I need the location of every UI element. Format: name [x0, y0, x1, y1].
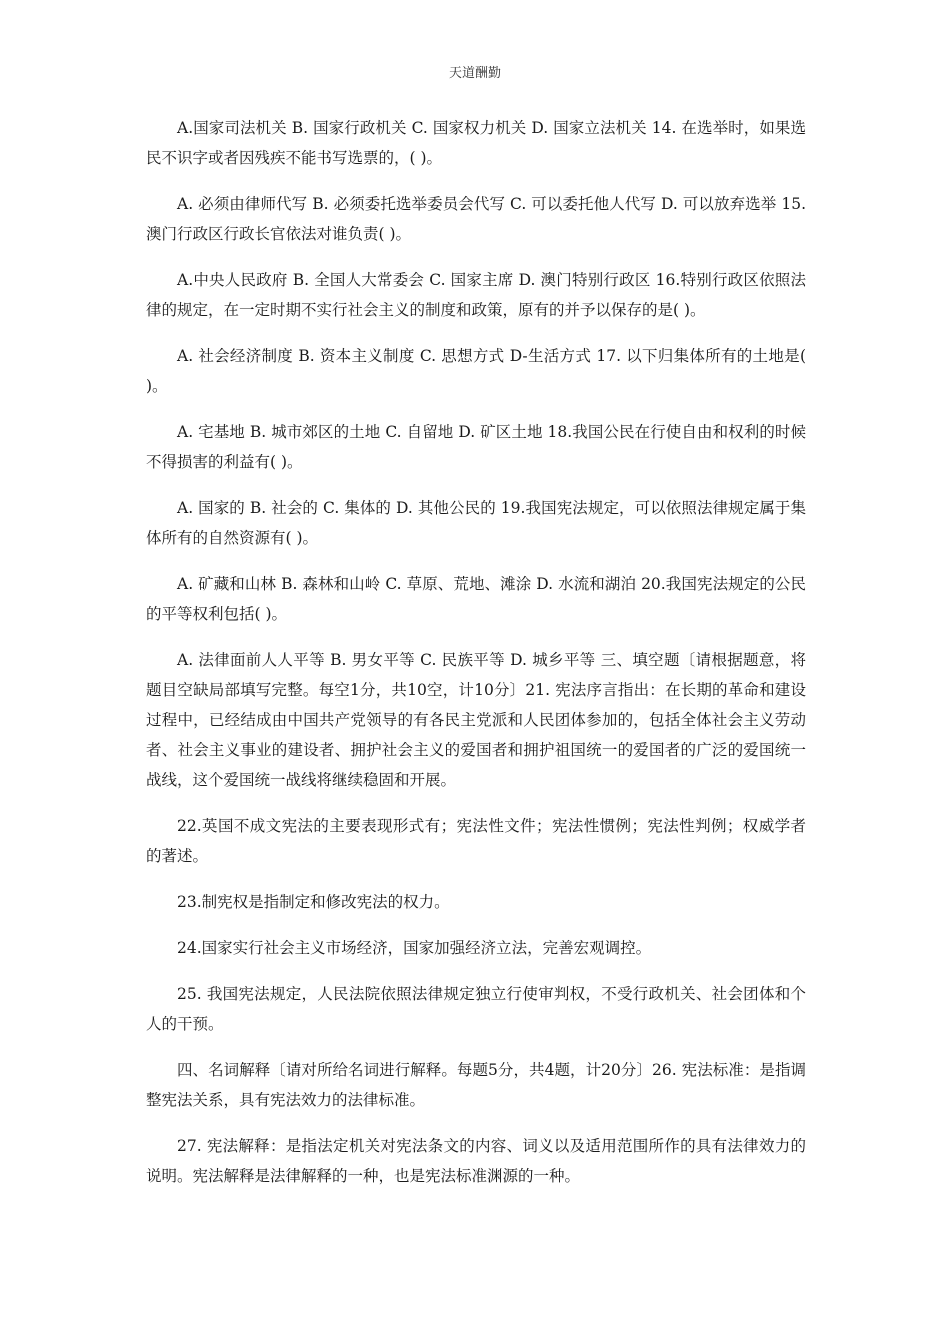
- paragraph-options-q19-q20: A. 矿藏和山林 B. 森林和山岭 C. 草原、荒地、滩涂 D. 水流和湖泊 20.我国宪法规定的公民的平等权利包括( )。: [146, 575, 806, 623]
- paragraph-options-q14-q15: A. 必须由律师代写 B. 必须委托选举委员会代写 C. 可以委托他人代写 D. 可以放弃选举 15. 澳门行政区行政长官依法对谁负责( )。: [146, 195, 806, 243]
- paragraph-q23: 23.制宪权是指制定和修改宪法的权力。: [177, 893, 450, 911]
- paragraph-q22: 22.英国不成文宪法的主要表现形式有；宪法性文件；宪法性惯例；宪法性判例；权威学者的著述。: [146, 817, 806, 865]
- paragraph-options-q18-q19: A. 国家的 B. 社会的 C. 集体的 D. 其他公民的 19.我国宪法规定，可以依照法律规定属于集体所有的自然资源有( )。: [146, 499, 806, 547]
- page-header: 天道酬勤: [448, 66, 501, 81]
- paragraph-q27: 27. 宪法解释：是指法定机关对宪法条文的内容、词义以及适用范围所作的具有法律效力的说明。宪法解释是法律解释的一种，也是宪法标准渊源的一种。: [146, 1137, 806, 1185]
- paragraph-q25: 25. 我国宪法规定，人民法院依照法律规定独立行使审判权，不受行政机关、社会团体和个人的干预。: [146, 985, 806, 1033]
- paragraph-options-q16-q17: A. 社会经济制度 B. 资本主义制度 C. 思想方式 D-生活方式 17. 以下归集体所有的土地是( )。: [146, 347, 806, 395]
- paragraph-q24: 24.国家实行社会主义市场经济，国家加强经济立法，完善宏观调控。: [177, 939, 652, 957]
- paragraph-options-q15-q16: A.中央人民政府 B. 全国人大常委会 C. 国家主席 D. 澳门特别行政区 16.特别行政区依照法律的规定，在一定时期不实行社会主义的制度和政策，原有的并予以保存的是( )。: [146, 271, 806, 319]
- document-body: [146, 113, 806, 1207]
- paragraph-options-q17-q18: A. 宅基地 B. 城市郊区的土地 C. 自留地 D. 矿区土地 18.我国公民在行使自由和权利的时候不得损害的利益有( )。: [146, 423, 806, 471]
- paragraph-term-section-q26: 四、名词解释〔请对所给名词进行解释。每题5分，共4题，计20分〕26. 宪法标准：是指调整宪法关系，具有宪法效力的法律标准。: [146, 1061, 806, 1109]
- paragraph-fill-in-section-q21: A. 法律面前人人平等 B. 男女平等 C. 民族平等 D. 城乡平等 三、填空题〔请根据题意，将题目空缺局部填写完整。每空1分，共10空，计10分〕21. 宪法序言指出：在长期的革命和建设过程中，已经结成由中国共产党领导的有各民主党派和人民团体参加的，包括全体社会主义劳动者、社会主义事业的建设者、拥护社会主义的爱国者和拥护祖国统一的爱国者的广泛的爱国统一战线，这个爱国统一战线将继续稳固和开展。: [146, 651, 806, 789]
- paragraph-options-q13-q14: A.国家司法机关 B. 国家行政机关 C. 国家权力机关 D. 国家立法机关 14. 在选举时，如果选民不识字或者因残疾不能书写选票的，( )。: [146, 119, 806, 167]
